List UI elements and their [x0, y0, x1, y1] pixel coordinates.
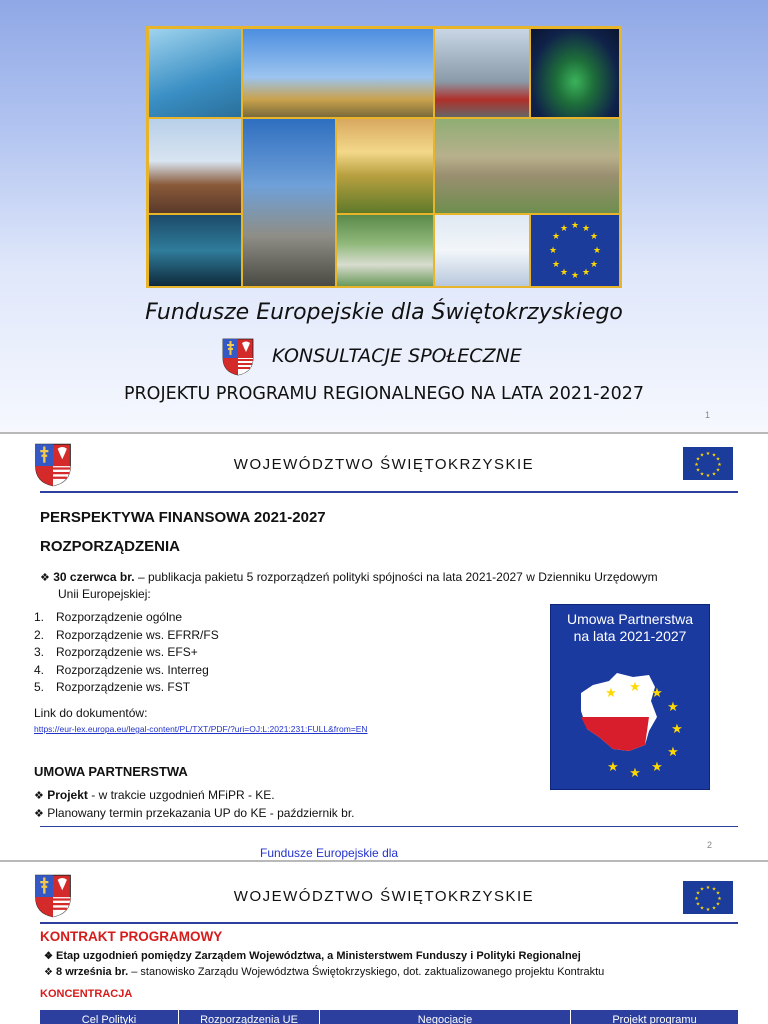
slide1-subtitle: KONSULTACJE SPOŁECZNE: [272, 345, 522, 367]
svg-text:★: ★: [651, 686, 663, 701]
svg-text:★: ★: [667, 745, 679, 760]
svg-text:★: ★: [705, 451, 711, 457]
bullet-etap: ❖ Etap uzgodnień pomiędzy Zarządem Województwa, a Ministerstwem Funduszy i Polityki Regionalnej: [44, 950, 581, 962]
heading-kontrakt: KONTRAKT PROGRAMOWY: [40, 929, 223, 944]
svg-text:★: ★: [715, 901, 721, 908]
eu-flag-icon: [683, 447, 733, 480]
svg-text:★: ★: [695, 890, 701, 897]
header-divider: [40, 491, 738, 493]
svg-text:★: ★: [629, 766, 641, 781]
bullet-projekt: ❖ Projekt - w trakcie uzgodnień MFiPR - KE.: [34, 788, 275, 802]
regulations-list: [34, 609, 219, 697]
box-title: Umowa Partnerstwa na lata 2021-2027: [566, 611, 694, 644]
svg-text:★: ★: [699, 471, 705, 478]
svg-text:★: ★: [559, 268, 569, 278]
concentration-table-header: [40, 1010, 738, 1024]
diamond-bullet-icon: ❖: [34, 808, 44, 820]
svg-text:★: ★: [715, 456, 721, 463]
page-number: 2: [707, 840, 713, 850]
svg-text:★: ★: [559, 224, 569, 234]
header-divider: [40, 922, 738, 924]
photo-science-center: [435, 215, 529, 286]
diamond-bullet-icon: ❖: [44, 951, 53, 962]
photo-church: [243, 29, 433, 117]
photo-stadium: [531, 29, 619, 117]
photo-aquarium: [149, 215, 241, 286]
slide-3: [0, 862, 768, 1024]
heading-koncentracja: KONCENTRACJA: [40, 988, 133, 1000]
slide1-title: Fundusze Europejskie dla Świętokrzyskiego: [145, 300, 623, 325]
photo-pool: [149, 29, 241, 117]
heading-perspektywa: PERSPEKTYWA FINANSOWA 2021-2027: [40, 509, 326, 526]
svg-text:★: ★: [667, 700, 679, 715]
svg-text:★: ★: [651, 760, 663, 775]
svg-text:★: ★: [551, 260, 561, 270]
page-number: 1: [705, 410, 711, 420]
bullet-publication: [40, 569, 730, 602]
photo-collage: [146, 26, 622, 288]
photo-plane: [243, 119, 335, 286]
slide-2: [0, 434, 768, 860]
svg-text:★: ★: [694, 896, 699, 902]
table-header-cell: Projekt programu: [612, 1014, 697, 1024]
svg-text:★: ★: [629, 680, 641, 695]
svg-text:★: ★: [581, 224, 591, 234]
svg-text:★: ★: [671, 722, 683, 737]
heading-rozporzadzenia: ROZPORZĄDZENIA: [40, 538, 180, 555]
svg-text:★: ★: [711, 471, 717, 478]
svg-text:★: ★: [715, 467, 721, 474]
eu-flag-icon: [683, 881, 733, 914]
photo-folk-dancers: [435, 29, 529, 117]
svg-text:★: ★: [695, 467, 701, 474]
svg-text:★: ★: [705, 885, 711, 891]
svg-text:★: ★: [605, 686, 617, 701]
svg-text:★: ★: [717, 896, 722, 902]
svg-text:★: ★: [695, 456, 701, 463]
table-header-cell: Negocjacje: [320, 1010, 571, 1024]
slide2-header-title: WOJEWÓDZTWO ŚWIĘTOKRZYSKIE: [233, 456, 535, 473]
svg-text:★: ★: [694, 462, 699, 468]
bullet-date: 30 czerwca br.: [53, 570, 135, 584]
table-header-cell: Rozporządzenia UE: [179, 1010, 320, 1024]
heading-umowa: UMOWA PARTNERSTWA: [34, 764, 188, 779]
link-label: Link do dokumentów:: [34, 706, 148, 720]
slide-1: [0, 0, 768, 432]
diamond-bullet-icon: ❖: [40, 572, 50, 584]
list-item: 3. Rozporządzenie ws. EFS+: [34, 645, 198, 659]
photo-castle-ruins: [435, 119, 619, 213]
diamond-bullet-icon: ❖: [34, 790, 44, 802]
bullet-stanowisko: ❖ 8 września br. – stanowisko Zarządu Województwa Świętokrzyskiego, dot. zaktualizowanego projektu Kontraktu: [44, 966, 605, 978]
footer-text: Fundusze Europejskie dla: [260, 846, 399, 860]
svg-text:★: ★: [607, 760, 619, 775]
list-item: 1. Rozporządzenie ogólne: [34, 610, 183, 624]
svg-text:★: ★: [592, 246, 602, 256]
list-item: 5. Rozporządzenie ws. FST: [34, 680, 191, 694]
diamond-bullet-icon: ❖: [44, 967, 53, 978]
svg-text:★: ★: [589, 232, 599, 242]
svg-text:★: ★: [711, 886, 717, 893]
slide3-header-title: WOJEWÓDZTWO ŚWIĘTOKRZYSKIE: [233, 888, 535, 905]
list-item: 2. Rozporządzenie ws. EFRR/FS: [34, 627, 219, 642]
svg-text:★: ★: [570, 221, 580, 231]
svg-text:★: ★: [695, 901, 701, 908]
slide1-subtitle2: PROJEKTU PROGRAMU REGIONALNEGO NA LATA 2021-2027: [123, 384, 645, 404]
list-item: 4. Rozporządzenie ws. Interreg: [34, 662, 209, 677]
bullet-text: – publikacja pakietu 5 rozporządzeń polityki spójności na lata 2021-2027 w Dzienniku Urzędowym: [134, 570, 658, 584]
bullet-termin: ❖ Planowany termin przekazania UP do KE - październik br.: [34, 806, 355, 820]
svg-text:★: ★: [715, 890, 721, 897]
svg-text:★: ★: [570, 271, 580, 281]
svg-text:★: ★: [711, 452, 717, 459]
svg-text:★: ★: [699, 886, 705, 893]
svg-text:★: ★: [699, 452, 705, 459]
svg-text:★: ★: [717, 462, 722, 468]
eu-flag-icon: [531, 215, 619, 286]
poland-map-icon: [551, 605, 709, 789]
coat-of-arms-icon: [222, 338, 254, 376]
table-header-cell: Cel Polityki: [40, 1010, 179, 1024]
svg-text:★: ★: [581, 268, 591, 278]
svg-text:★: ★: [548, 246, 558, 256]
photo-meadow: [337, 119, 433, 213]
svg-text:★: ★: [699, 905, 705, 912]
photo-valley: [337, 215, 433, 286]
photo-tower: [149, 119, 241, 213]
svg-text:★: ★: [711, 905, 717, 912]
documents-link[interactable]: https://eur-lex.europa.eu/legal-content/PL/TXT/PDF/?uri=OJ:L:2021:231:FULL&from=EN: [34, 724, 368, 734]
svg-text:★: ★: [705, 907, 711, 913]
svg-text:★: ★: [551, 232, 561, 242]
umowa-partnerstwa-image: [550, 604, 710, 790]
bullet-text-cont: Unii Europejskiej:: [58, 587, 151, 601]
svg-text:★: ★: [705, 473, 711, 479]
footer-divider: [40, 826, 738, 827]
svg-text:★: ★: [589, 260, 599, 270]
